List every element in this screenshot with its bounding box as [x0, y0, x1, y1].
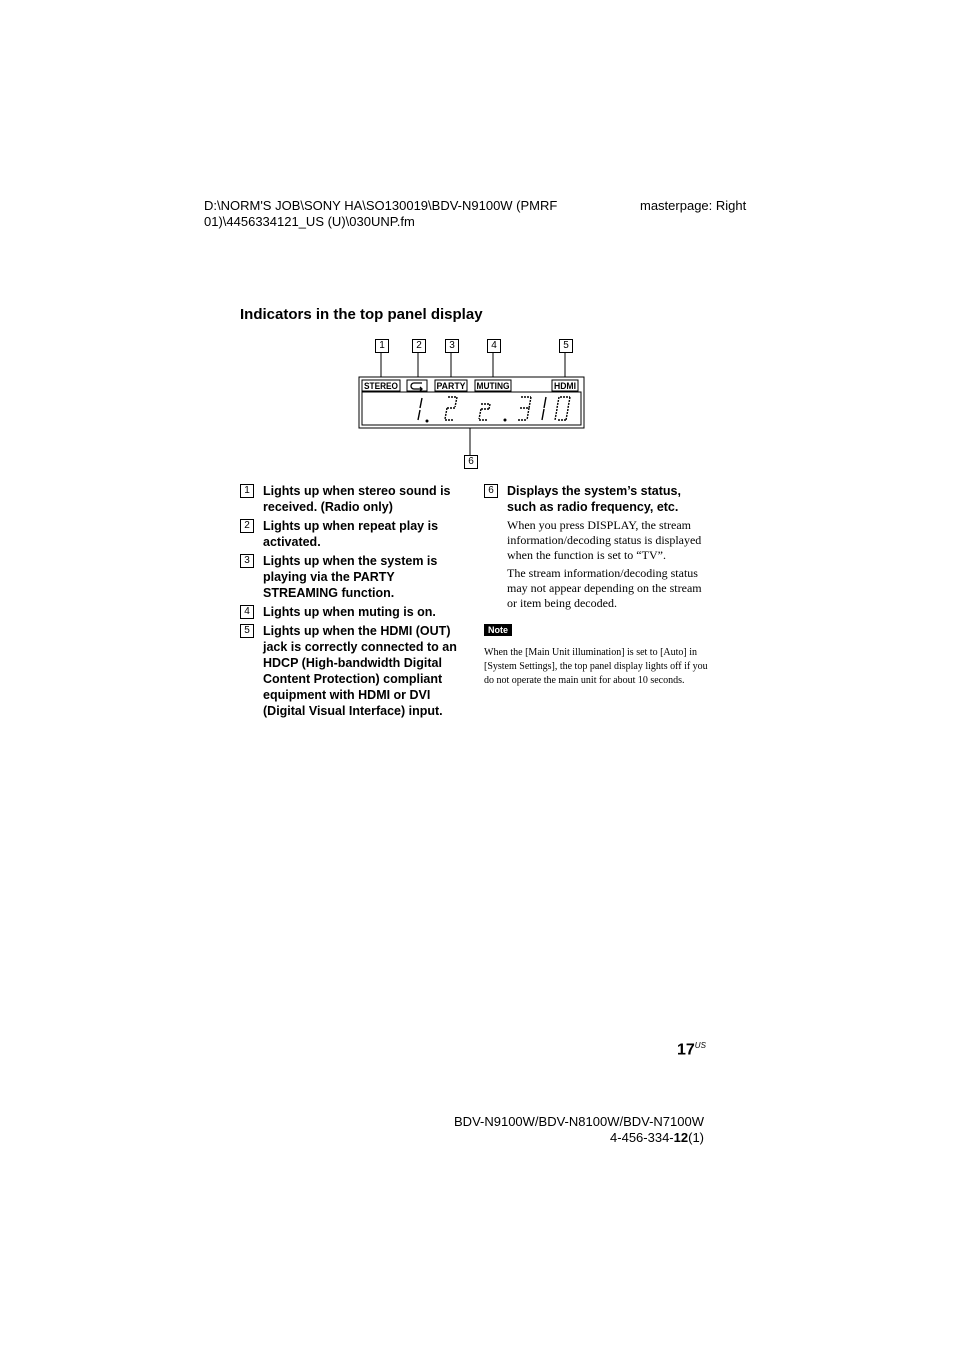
- footer-models: BDV-N9100W/BDV-N8100W/BDV-N7100W: [454, 1114, 704, 1129]
- list-item-5: [240, 623, 465, 719]
- page-number-suffix: US: [694, 1041, 706, 1050]
- item-number: 4: [240, 605, 254, 619]
- item-number: 3: [240, 554, 254, 568]
- item-number: 5: [240, 624, 254, 638]
- note-badge: Note: [484, 624, 512, 636]
- item-text: Lights up when muting is on.: [263, 605, 436, 619]
- muting-indicator: MUTING: [476, 381, 510, 391]
- item-text: Lights up when repeat play is activated.: [263, 519, 439, 549]
- item-text: Lights up when the HDMI (OUT) jack is correctly connected to an HDCP (High-bandwidth Digital Content Protection) compliant equipment with HDMI or DVI (Digital Visual Interface) input.: [263, 624, 457, 718]
- masterpage-label: masterpage: Right: [640, 198, 747, 213]
- description-paragraph-2: The stream information/decoding status may not appear depending on the stream or item being decoded.: [507, 566, 702, 610]
- list-item-6: [484, 483, 709, 515]
- item-number: 1: [240, 484, 254, 498]
- list-item-2: [240, 518, 465, 550]
- top-panel-display-diagram: [356, 352, 588, 456]
- list-item-3: [240, 553, 465, 601]
- item-text: Lights up when stereo sound is received. (Radio only): [263, 484, 451, 514]
- stereo-indicator: STEREO: [364, 381, 398, 391]
- callout-3: 3: [445, 339, 459, 353]
- callout-1: 1: [375, 339, 389, 353]
- footer-code-suffix: (1): [688, 1130, 704, 1145]
- file-path: D:\NORM'S JOB\SONY HA\SO130019\BDV-N9100W (PMRF 01)\4456334121_US (U)\030UNP.fm: [204, 198, 558, 229]
- party-indicator: PARTY: [436, 381, 466, 391]
- callout-5: 5: [559, 339, 573, 353]
- footer-code: [610, 1130, 704, 1146]
- hdmi-indicator: HDMI: [554, 381, 576, 391]
- note-text: When the [Main Unit illumination] is set to [Auto] in [System Settings], the top panel display lights off if you do not operate the main unit for about 10 seconds.: [484, 647, 708, 686]
- item-6-description: [484, 518, 709, 611]
- item-number: 6: [484, 484, 498, 498]
- item-number: 2: [240, 519, 254, 533]
- list-item-1: [240, 483, 465, 515]
- right-column: [484, 483, 709, 688]
- list-item-4: [240, 604, 465, 620]
- indicator-description-list: [240, 483, 465, 722]
- item-text: Lights up when the system is playing via the PARTY STREAMING function.: [263, 554, 438, 600]
- page-number-value: 17: [677, 1041, 695, 1059]
- description-paragraph-1: When you press DISPLAY, the stream information/decoding status is displayed when the function is set to “TV”.: [507, 518, 702, 562]
- callout-2: 2: [412, 339, 426, 353]
- footer-code-prefix: 4-456-334-: [610, 1130, 674, 1145]
- section-title: Indicators in the top panel display: [240, 306, 483, 323]
- page-number: [677, 1041, 706, 1059]
- callout-4: 4: [487, 339, 501, 353]
- footer-code-bold: 12: [673, 1130, 689, 1145]
- item-text: Displays the system’s status, such as radio frequency, etc.: [507, 484, 681, 514]
- callout-6: 6: [464, 455, 478, 469]
